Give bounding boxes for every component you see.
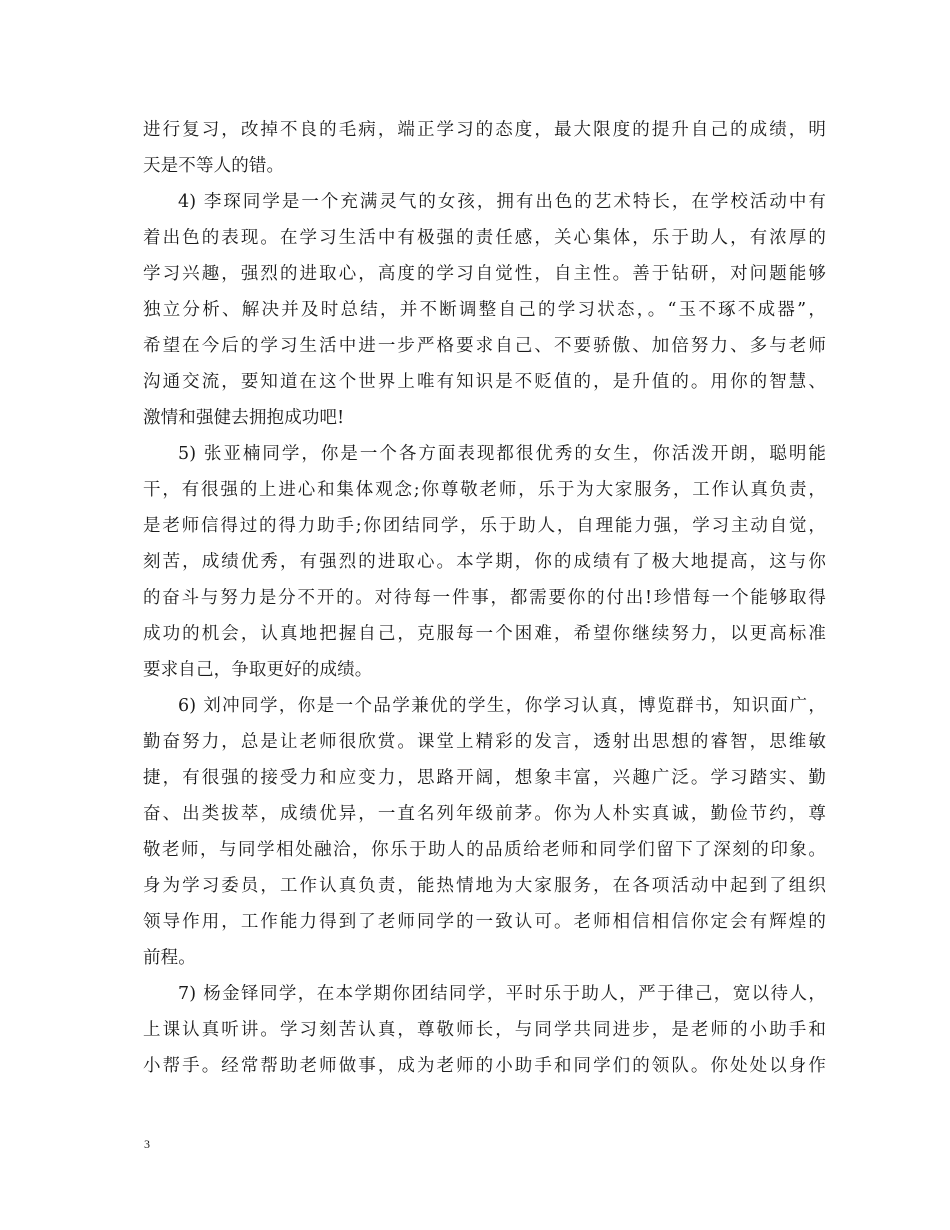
text-line: 奋、出类拔萃，成绩优异，一直名列年级前茅。你为人朴实真诚，勤俭节约，尊	[143, 804, 826, 824]
text-line: 的奋斗与努力是分不开的。对待每一件事，都需要你的付出!珍惜每一个能够取得	[143, 588, 826, 608]
text-line: 5) 张亚楠同学，你是一个各方面表现都很优秀的女生，你活泼开朗，聪明能	[178, 444, 826, 464]
text-line: 独立分析、解决并及时总结，并不断调整自己的学习状态，。“玉不琢不成器”，	[143, 300, 826, 320]
text-line: 进行复习，改掉不良的毛病，端正学习的态度，最大限度的提升自己的成绩，明	[143, 120, 826, 140]
text-line: 7) 杨金铎同学，在本学期你团结同学，平时乐于助人，严于律己，宽以待人，	[178, 984, 826, 1004]
text-line: 干，有很强的上进心和集体观念;你尊敬老师，乐于为大家服务，工作认真负责，	[143, 480, 826, 500]
text-line: 刻苦，成绩优秀，有强烈的进取心。本学期，你的成绩有了极大地提高，这与你	[143, 552, 826, 572]
paragraph	[143, 184, 826, 436]
text-line: 勤奋努力，总是让老师很欣赏。课堂上精彩的发言，透射出思想的睿智，思维敏	[143, 732, 826, 752]
text-line: 领导作用，工作能力得到了老师同学的一致认可。老师相信相信你定会有辉煌的	[143, 912, 826, 932]
paragraph	[143, 436, 826, 688]
text-line: 上课认真听讲。学习刻苦认真，尊敬师长，与同学共同进步，是老师的小助手和	[143, 1020, 826, 1040]
text-line: 要求自己，争取更好的成绩。	[143, 660, 373, 680]
text-line: 希望在今后的学习生活中进一步严格要求自己、不要骄傲、加倍努力、多与老师	[143, 336, 826, 356]
text-line: 4) 李琛同学是一个充满灵气的女孩，拥有出色的艺术特长，在学校活动中有	[178, 192, 826, 212]
paragraph	[143, 688, 826, 976]
text-line: 天是不等人的错。	[143, 156, 285, 176]
text-line: 成功的机会，认真地把握自己，克服每一个困难，希望你继续努力，以更高标准	[143, 624, 826, 644]
text-line: 前程。	[143, 948, 196, 968]
text-line: 是老师信得过的得力助手;你团结同学，乐于助人，自理能力强，学习主动自觉，	[143, 516, 826, 536]
text-line: 沟通交流，要知道在这个世界上唯有知识是不贬值的，是升值的。用你的智慧、	[143, 372, 826, 392]
paragraph	[143, 976, 826, 1084]
text-line: 激情和强健去拥抱成功吧!	[143, 408, 345, 428]
text-line: 敬老师，与同学相处融洽，你乐于助人的品质给老师和同学们留下了深刻的印象。	[143, 840, 826, 860]
text-line: 小帮手。经常帮助老师做事，成为老师的小助手和同学们的领队。你处处以身作	[143, 1056, 826, 1076]
text-line: 身为学习委员，工作认真负责，能热情地为大家服务，在各项活动中起到了组织	[143, 876, 826, 896]
paragraph	[143, 112, 826, 184]
text-line: 6) 刘冲同学，你是一个品学兼优的学生，你学习认真，博览群书，知识面广，	[178, 696, 826, 716]
text-line: 捷，有很强的接受力和应变力，思路开阔，想象丰富，兴趣广泛。学习踏实、勤	[143, 768, 826, 788]
page-number: 3	[144, 1137, 150, 1151]
text-line: 学习兴趣，强烈的进取心，高度的学习自觉性，自主性。善于钻研，对问题能够	[143, 264, 826, 284]
text-line: 着出色的表现。在学习生活中有极强的责任感，关心集体，乐于助人，有浓厚的	[143, 228, 826, 248]
document-body	[143, 112, 826, 1084]
